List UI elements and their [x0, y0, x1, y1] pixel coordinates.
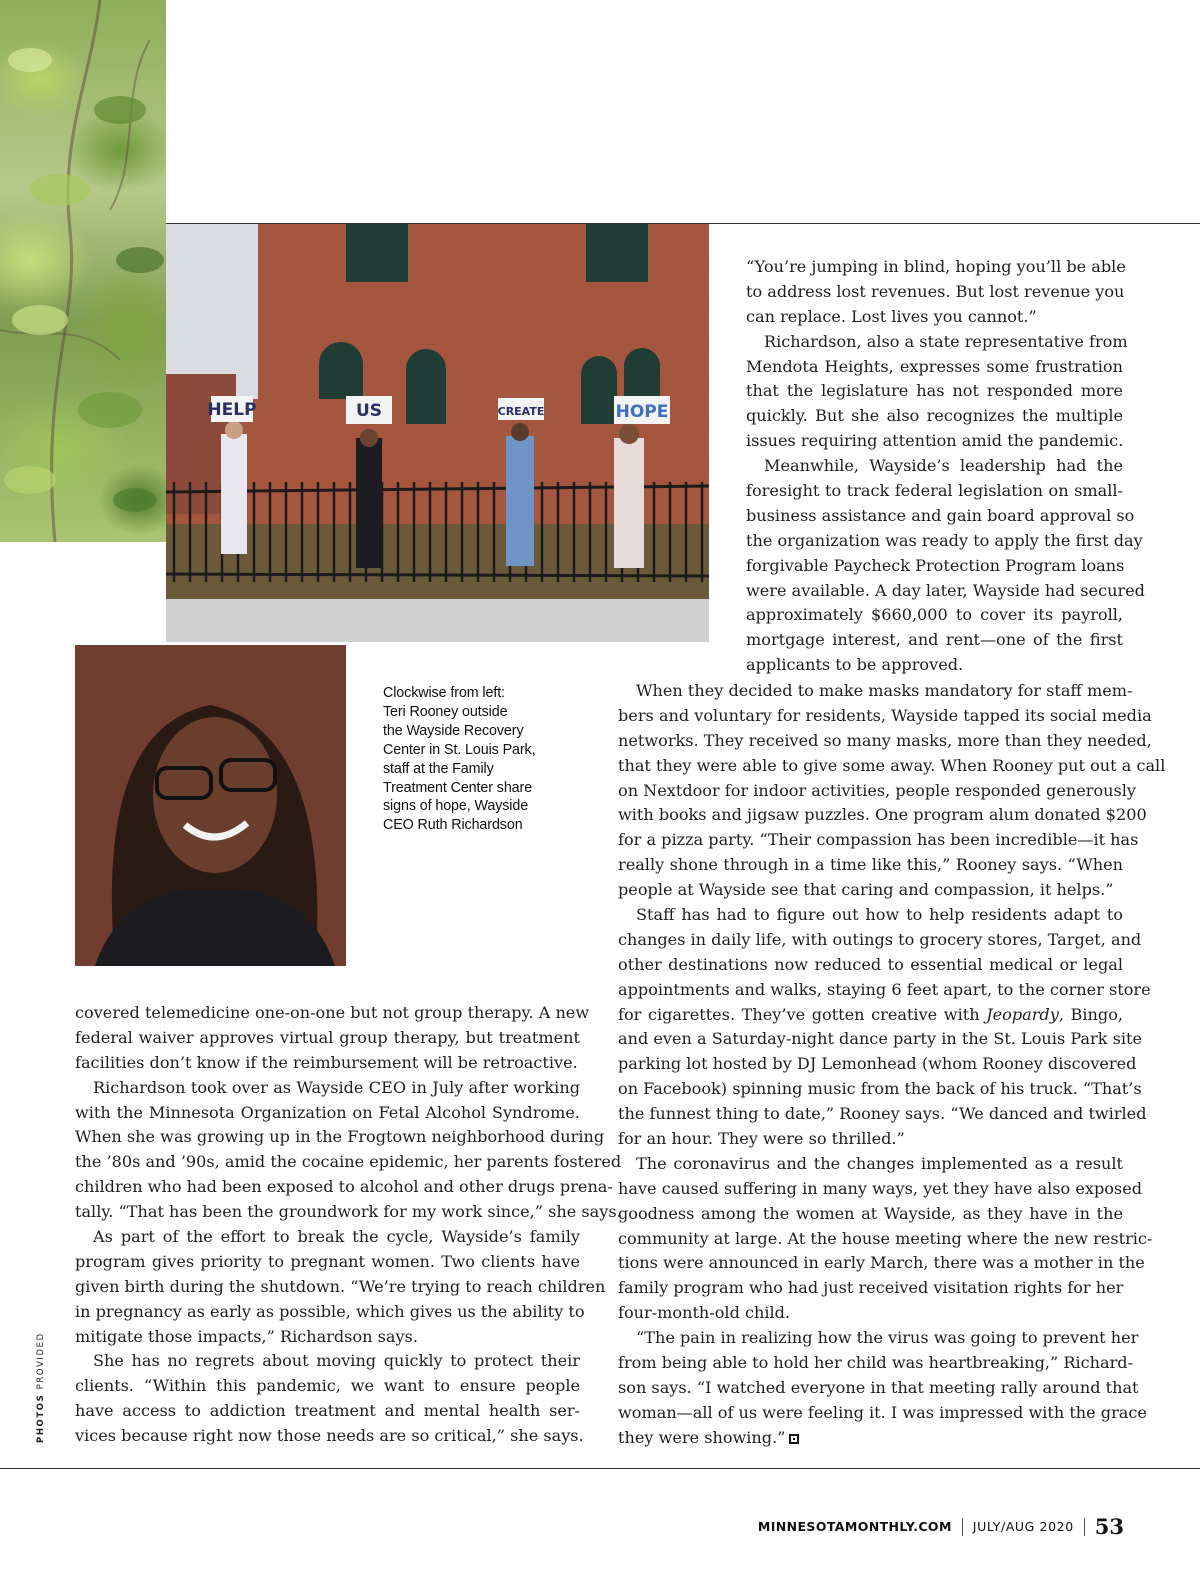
text-line: people at Wayside see that caring and compassion, it helps.”: [618, 880, 1114, 900]
text-line: the funnest thing to date,” Rooney says. “We danced and twirled: [618, 1104, 1147, 1124]
footer-divider: [962, 1518, 963, 1536]
text-line: with the Minnesota Organization on Fetal Alcohol Syndrome.: [75, 1102, 580, 1122]
text-line: the ’80s and ’90s, amid the cocaine epidemic, her parents fostered: [75, 1152, 622, 1172]
photo-credit-bold: PHOTOS: [36, 1393, 46, 1443]
text-line: federal waiver approves virtual group therapy, but treatment: [75, 1027, 580, 1047]
text-line: Richardson, also a state representative from: [764, 331, 1128, 351]
text-line: parking lot hosted by DJ Lemonhead (whom Rooney discovered: [618, 1054, 1137, 1074]
caption-line: the Wayside Recovery: [383, 722, 524, 739]
text-line: they were showing.”: [618, 1426, 1123, 1451]
text-line: business assistance and gain board approval so: [746, 505, 1135, 525]
text-line: children who had been exposed to alcohol and other drugs prena-: [75, 1177, 613, 1197]
caption-line: CEO Ruth Richardson: [383, 817, 523, 834]
text-line: family program who had just received visitation rights for her: [618, 1278, 1124, 1298]
text-line: in pregnancy as early as possible, which gives us the ability to: [75, 1301, 585, 1321]
sign-hope: HOPE: [615, 402, 669, 422]
text-line: on Nextdoor for indoor activities, people responded generously: [618, 780, 1137, 800]
photo-caption: [383, 684, 578, 835]
text-line: four-month-old child.: [618, 1303, 791, 1323]
text-line: son says. “I watched everyone in that meeting rally around that: [618, 1377, 1139, 1397]
footer-site: MINNESOTAMONTHLY.COM: [757, 1519, 952, 1534]
text-line: for cigarettes. They’ve gotten creative with Jeopardy, Bingo,: [618, 1004, 1123, 1024]
text-line: quickly. But she also recognizes the multiple: [746, 406, 1123, 426]
foliage-photo: [0, 0, 166, 542]
text-line: from being able to hold her child was heartbreaking,” Richard-: [618, 1353, 1134, 1373]
footer-divider: [1084, 1518, 1085, 1536]
text-line: forgivable Paycheck Protection Program loans: [746, 555, 1125, 575]
text-line: Meanwhile, Wayside’s leadership had the: [764, 456, 1123, 476]
left-text-column: [75, 1001, 622, 1449]
end-of-story-icon: [789, 1434, 799, 1444]
text-line: mortgage interest, and rent—one of the first: [746, 630, 1123, 650]
text-line: “The pain in realizing how the virus was going to prevent her: [636, 1328, 1139, 1348]
footer-issue: JULY/AUG 2020: [972, 1519, 1074, 1534]
text-line: given birth during the shutdown. “We’re trying to reach children: [75, 1276, 606, 1296]
text-line: tions were announced in early March, there was a mother in the: [618, 1253, 1145, 1273]
text-line: community at large. At the house meeting where the new restric-: [618, 1228, 1153, 1248]
text-line: with books and jigsaw puzzles. One program alum donated $200: [618, 805, 1147, 825]
page-footer: [700, 1514, 1124, 1539]
text-line: issues requiring attention amid the pandemic.: [746, 431, 1124, 451]
caption-line: signs of hope, Wayside: [383, 798, 529, 815]
text-line: Staff has had to figure out how to help residents adapt to: [636, 905, 1123, 925]
text-line: When they decided to make masks mandatory for staff mem-: [636, 681, 1133, 700]
text-line: to address lost revenues. But lost revenue you: [746, 281, 1125, 301]
text-line: approximately $660,000 to cover its payroll,: [746, 605, 1123, 625]
caption-line: Teri Rooney outside: [383, 703, 508, 720]
sign-create: CREATE: [497, 405, 545, 418]
text-line: facilities don’t know if the reimbursement will be retroactive.: [75, 1052, 578, 1072]
bottom-rule: [0, 1468, 1200, 1469]
text-line: networks. They received so many masks, more than they needed,: [618, 730, 1152, 750]
text-line: “You’re jumping in blind, hoping you’ll be able: [746, 257, 1126, 276]
text-line: other destinations now reduced to essential medical or legal: [618, 954, 1123, 974]
right-text-column-upper: [746, 255, 1145, 678]
text-line: on Facebook) spinning music from the back of his truck. “That’s: [618, 1079, 1142, 1099]
text-line: applicants to be approved.: [746, 655, 964, 675]
text-line: for an hour. They were so thrilled.”: [618, 1129, 905, 1149]
sign-us: US: [355, 401, 383, 421]
text-line: The coronavirus and the changes implemented as a result: [636, 1153, 1123, 1173]
building-photo: [166, 224, 709, 642]
portrait-photo: [75, 645, 346, 966]
text-line: that the legislature has not responded more: [746, 381, 1123, 401]
photo-credit-text: PROVIDED: [36, 1332, 46, 1390]
text-line: covered telemedicine one-on-one but not group therapy. A new: [75, 1003, 590, 1022]
photo-credit: [36, 1332, 46, 1443]
text-line: woman—all of us were feeling it. I was impressed with the grace: [618, 1402, 1147, 1422]
sign-help: HELP: [207, 400, 257, 420]
text-line: were available. A day later, Wayside had secured: [746, 580, 1145, 600]
text-line: the organization was ready to apply the first day: [746, 530, 1143, 550]
text-line: bers and voluntary for residents, Wayside tapped its social media: [618, 705, 1152, 725]
text-line: As part of the effort to break the cycle, Wayside’s family: [93, 1227, 580, 1247]
caption-line: Center in St. Louis Park,: [383, 741, 536, 758]
text-line: When she was growing up in the Frogtown neighborhood during: [75, 1127, 605, 1147]
text-line: can replace. Lost lives you cannot.”: [746, 306, 1037, 326]
foliage-branches: [0, 0, 166, 542]
text-line: really shone through in a time like this,” Rooney says. “When: [618, 855, 1123, 875]
text-line: have access to addiction treatment and mental health ser-: [75, 1401, 580, 1421]
caption-line: Clockwise from left:: [383, 685, 505, 701]
text-line: that they were able to give some away. When Rooney put out a call: [618, 755, 1166, 775]
text-line: mitigate those impacts,” Richardson says.: [75, 1326, 418, 1346]
text-line: Mendota Heights, expresses some frustration: [746, 356, 1123, 376]
text-line: clients. “Within this pandemic, we want to ensure people: [75, 1376, 580, 1396]
text-line: Richardson took over as Wayside CEO in July after working: [93, 1077, 580, 1097]
text-line: goodness among the women at Wayside, as they have in the: [618, 1203, 1123, 1223]
caption-line: staff at the Family: [383, 760, 494, 777]
text-line: vices because right now those needs are so critical,” she says.: [75, 1426, 584, 1446]
text-line: and even a Saturday-night dance party in the St. Louis Park site: [618, 1029, 1142, 1049]
right-text-column-lower: [618, 679, 1166, 1451]
text-line: foresight to track federal legislation on small-: [746, 481, 1123, 501]
text-line: appointments and walks, staying 6 feet apart, to the corner store: [618, 979, 1151, 999]
text-line: tally. “That has been the groundwork for my work since,” she says.: [75, 1202, 622, 1222]
text-line: have caused suffering in many ways, yet they have also exposed: [618, 1178, 1143, 1198]
text-line: program gives priority to pregnant women. Two clients have: [75, 1251, 580, 1271]
text-line: She has no regrets about moving quickly to protect their: [93, 1351, 580, 1371]
caption-line: Treatment Center share: [383, 779, 533, 796]
text-line: for a pizza party. “Their compassion has been incredible—it has: [618, 830, 1139, 850]
text-line: changes in daily life, with outings to grocery stores, Target, and: [618, 929, 1142, 949]
page-number: 53: [1094, 1514, 1124, 1539]
